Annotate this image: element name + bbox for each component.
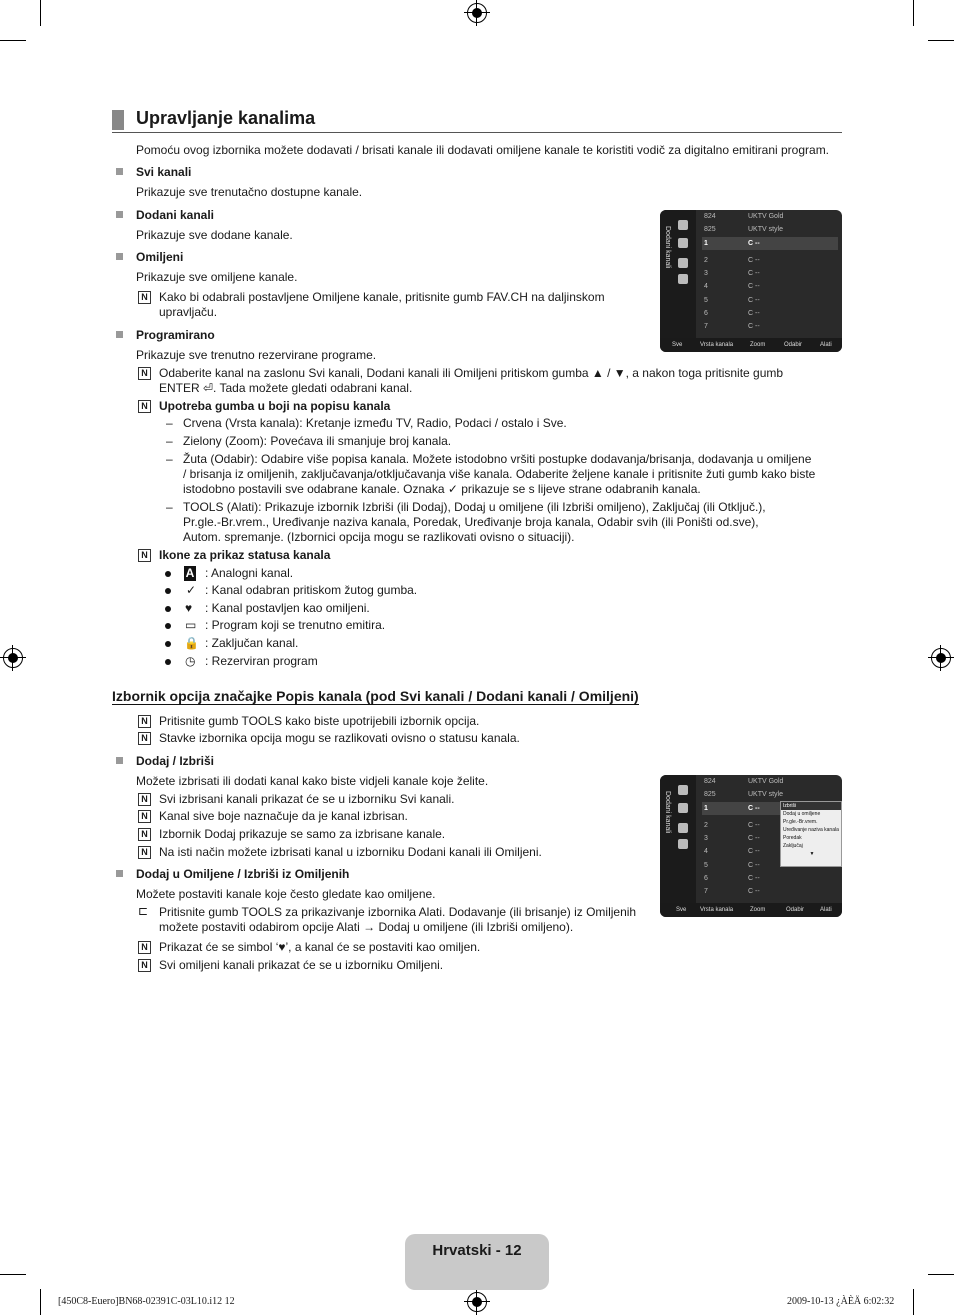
fav-tools: Pritisnite gumb TOOLS za prikazivanje izbornika Alati. Dodavanje (ili brisanje) iz Omiljenih [159, 905, 637, 919]
dash: – [166, 500, 173, 514]
osd-row: 7 C -- [704, 888, 760, 895]
fav-heading: Dodaj u Omiljene / Izbriši iz Omiljenih [136, 867, 350, 881]
color-yellow: istodobno postavili sve odabrane kanale. Oznaka ✓ prikazuje se s lijeve strane odabranih kanala. [183, 482, 701, 496]
osd-row: 6 C -- [704, 875, 760, 882]
osd-row: 4 C -- [704, 283, 760, 290]
registration-mark-icon [931, 648, 951, 668]
heart-icon [678, 823, 688, 833]
bullet-square [116, 870, 123, 877]
tools-desc: TOOLS (Alati): Prikazuje izbornik Izbriši (ili Dodaj), Dodaj u omiljene (ili Izbriši omiljeno), Zaključaj (ili Otključ.), [183, 500, 766, 514]
dodaj-note: Na isti način možete izbrisati kanal u izborniku Dodani kanali ili Omiljeni. [159, 845, 542, 859]
crop-mark [40, 0, 41, 26]
osd-row: 3 C -- [704, 835, 760, 842]
dash: – [166, 452, 173, 466]
imprint-right: 2009-10-13 ¿ÀÈÄ 6:02:32 [787, 1296, 895, 1307]
crop-mark [913, 0, 914, 26]
osd-row: 2 C -- [704, 822, 760, 829]
status-icon-desc: : Analogni kanal. [205, 566, 294, 580]
crop-mark [40, 1289, 41, 1315]
omiljeni-note: upravljaču. [159, 305, 218, 319]
page-footer [405, 1234, 549, 1290]
osd-row: 825 UKTV style [704, 791, 784, 798]
note-icon: N [138, 959, 151, 972]
note-icon: N [138, 367, 151, 380]
registration-mark-icon [3, 648, 23, 668]
dodaj-note: Svi izbrisani kanali prikazat će se u izborniku Svi kanali. [159, 792, 455, 806]
imprint-left: [450C8-Euero]BN68-02391C-03L10.i12 12 [58, 1296, 235, 1307]
fav-note: Svi omiljeni kanali prikazat će se u izborniku Omiljeni. [159, 958, 444, 972]
osd-row: 4 C -- [704, 848, 760, 855]
registration-mark-icon [467, 1292, 487, 1312]
bullet-square [116, 168, 123, 175]
bullet-square [116, 757, 123, 764]
tools-note: Pritisnite gumb TOOLS kako biste upotrijebili izbornik opcija. [159, 714, 480, 728]
status-icon-desc: : Kanal odabran pritiskom žutog gumba. [205, 583, 418, 597]
dodaj-note: Kanal sive boje naznačuje da je kanal izbrisan. [159, 809, 408, 823]
prog-desc: Prikazuje sve trenutno rezervirane programe. [136, 348, 377, 362]
schedule-icon [678, 839, 688, 849]
color-yellow: / brisanja iz omiljenih, zaključavanja/otključavanja više kanala. Odaberite željene kanale i pritisnite žuti gumb kako biste [183, 467, 816, 481]
svi-desc: Prikazuje sve trenutačno dostupne kanale. [136, 185, 363, 199]
crop-mark [913, 1289, 914, 1315]
osd-row: 825 UKTV style [704, 226, 784, 233]
dodaj-note: Izbornik Dodaj prikazuje se samo za izbrisane kanale. [159, 827, 446, 841]
bullet-dot [165, 623, 171, 629]
dodaj-desc: Možete izbrisati ili dodati kanal kako biste vidjeli kanale koje želite. [136, 774, 489, 788]
osd-row: 2 C -- [704, 257, 760, 264]
osd-row-selected: 1 C -- [702, 237, 838, 250]
note-icon: N [138, 941, 151, 954]
analog-icon: A [185, 566, 195, 580]
omiljeni-note: Kako bi odabrali postavljene Omiljene kanale, pritisnite gumb FAV.CH na daljinskom [159, 290, 605, 304]
prog-heading: Programirano [136, 328, 215, 342]
osd-bottom-bar: Sve Vrsta kanala Zoom Odabir Alati [660, 903, 842, 917]
crop-mark [0, 40, 26, 41]
channel-list-screenshot [660, 210, 842, 352]
osd-row: 6 C -- [704, 310, 760, 317]
svi-heading: Svi kanali [136, 165, 192, 179]
bullet-dot [165, 641, 171, 647]
heart-icon: ♥ [185, 601, 193, 615]
check-icon: ✓ [186, 583, 197, 597]
bullet-square [116, 331, 123, 338]
note-icon: N [138, 846, 151, 859]
antenna-icon [678, 785, 688, 795]
fav-note: Prikazat će se simbol ‘♥’, a kanal će se postaviti kao omiljen. [159, 940, 481, 954]
note-icon: N [138, 549, 151, 562]
prog-note: Odaberite kanal na zaslonu Svi kanali, Dodani kanali ili Omiljeni pritiskom gumba ▲ / ▼, a nakon toga pritisnite gumb [159, 366, 784, 380]
crop-mark [928, 40, 954, 41]
tv-icon: ▭ [185, 618, 197, 632]
crop-mark [0, 1274, 26, 1275]
note-icon: N [138, 715, 151, 728]
dodani-desc: Prikazuje sve dodane kanale. [136, 228, 293, 242]
fav-tools: možete postaviti odabirom opcije Alati → Dodaj u omiljene (ili Izbriši omiljeno). [159, 920, 574, 934]
status-icon-desc: : Zaključan kanal. [205, 636, 299, 650]
osd-row: 7 C -- [704, 323, 760, 330]
omiljeni-heading: Omiljeni [136, 250, 184, 264]
dodani-heading: Dodani kanali [136, 208, 215, 222]
icons-heading: Ikone za prikaz statusa kanala [159, 548, 331, 562]
note-icon: N [138, 793, 151, 806]
section-heading: Izbornik opcija značajke Popis kanala (pod Svi kanali / Dodani kanali / Omiljeni) [112, 688, 639, 704]
bullet-square [116, 211, 123, 218]
osd-row: 3 C -- [704, 270, 760, 277]
osd-row: 5 C -- [704, 862, 760, 869]
prog-note: ENTER ⏎. Tada možete gledati odabrani kanal. [159, 381, 413, 395]
status-icon-desc: : Rezerviran program [205, 654, 318, 668]
tools-menu-screenshot [660, 775, 842, 917]
note-icon: N [138, 291, 151, 304]
schedule-icon [678, 274, 688, 284]
osd-row-selected: 1 C -- [702, 802, 838, 815]
omiljeni-desc: Prikazuje sve omiljene kanale. [136, 270, 298, 284]
color-red: Crvena (Vrsta kanala): Kretanje između TV, Radio, Podaci / ostalo i Sve. [183, 416, 567, 430]
bullet-dot [165, 659, 171, 665]
tools-note: Stavke izbornika opcija mogu se razlikovati ovisno o statusu kanala. [159, 731, 520, 745]
page-title: Upravljanje kanalima [112, 108, 842, 133]
status-icon-desc: : Program koji se trenutno emitira. [205, 618, 386, 632]
registration-mark-icon [467, 3, 487, 23]
note-icon: N [138, 810, 151, 823]
dash: – [166, 434, 173, 448]
status-icon-desc: : Kanal postavljen kao omiljeni. [205, 601, 370, 615]
osd-side-label: Dodani kanali [664, 226, 671, 269]
bullet-dot [165, 571, 171, 577]
tools-desc: Autom. spremanje. (Izbornici opcija mogu se razlikovati ovisno o situaciji). [183, 530, 575, 544]
crop-mark [928, 1274, 954, 1275]
title-block [112, 110, 124, 130]
bullet-dot [165, 606, 171, 612]
dash: – [166, 416, 173, 430]
lock-icon: 🔒 [184, 636, 199, 650]
prog-note-head: Upotreba gumba u boji na popisu kanala [159, 399, 391, 413]
osd-bottom-bar: Sve Vrsta kanala Zoom Odabir Alati [660, 338, 842, 352]
add-channel-icon [678, 803, 688, 813]
osd-row: 824 UKTV Gold [704, 778, 784, 785]
add-channel-icon [678, 238, 688, 248]
bullet-square [116, 253, 123, 260]
antenna-icon [678, 220, 688, 230]
osd-row: 5 C -- [704, 297, 760, 304]
intro-text: Pomoću ovog izbornika možete dodavati / brisati kanale ili dodavati omiljene kanale te koristiti vodič za digitalno emitirani program. [136, 143, 830, 157]
clock-icon: ◷ [185, 654, 196, 668]
color-yellow: Žuta (Odabir): Odabire više popisa kanala. Možete istodobno vršiti postupke dodavanja/brisanja, dodavanja u omiljene [183, 452, 812, 466]
note-icon: N [138, 828, 151, 841]
note-icon: N [138, 732, 151, 745]
page-number: Hrvatski - 12 [432, 1242, 522, 1259]
tools-desc: Pr.gle.-Br.vrem., Uređivanje naziva kanala, Poredak, Uređivanje broja kanala, Odabir svih (ili Poništi od.sve), [183, 515, 759, 529]
osd-side-label: Dodani kanali [664, 791, 671, 834]
heart-icon [678, 258, 688, 268]
dodaj-heading: Dodaj / Izbriši [136, 754, 215, 768]
fav-desc: Možete postaviti kanale koje često gledate kao omiljene. [136, 887, 436, 901]
tools-popup: Izbriši Dodaj u omiljene Pr.gle.-Br.vrem. Uređivanje naziva kanala Poredak Zaključaj ▼ [780, 801, 842, 867]
osd-row: 824 UKTV Gold [704, 213, 784, 220]
tools-icon: ⊏ [138, 904, 149, 918]
bullet-dot [165, 588, 171, 594]
note-icon: N [138, 400, 151, 413]
color-green: Zielony (Zoom): Povećava ili smanjuje broj kanala. [183, 434, 452, 448]
